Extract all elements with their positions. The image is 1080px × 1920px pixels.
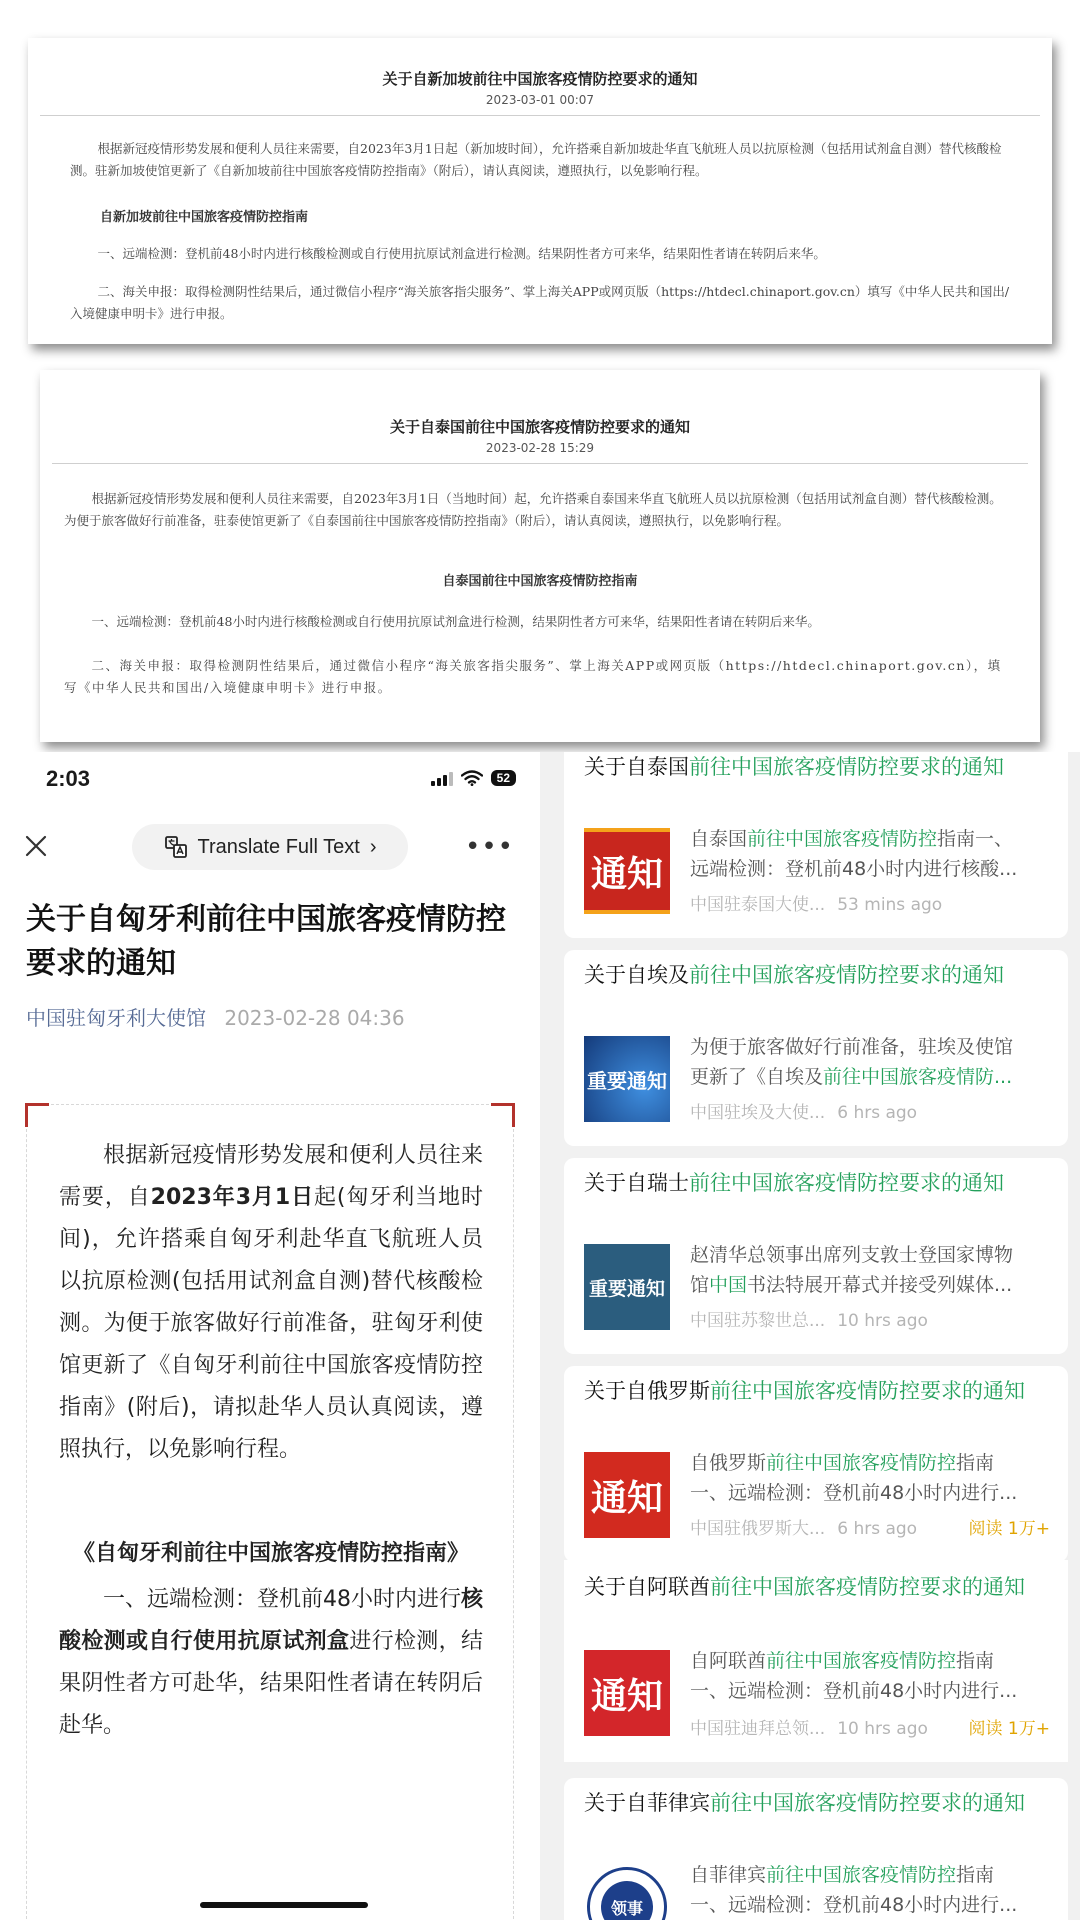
feed-item-egypt[interactable] (564, 950, 1068, 1146)
feed-item-philippines[interactable] (564, 1778, 1068, 1920)
feed-item-meta: 中国驻苏黎世总... 10 hrs ago (690, 1311, 928, 1331)
notice-paragraph: 一、远端检测：登机前48小时内进行核酸检测或自行使用抗原试剂盒进行检测，结果阴性者方可来华，结果阳性者请在转阴后来华。 (91, 614, 820, 629)
feed-item-title: 关于自泰国前往中国旅客疫情防控要求的通知 (584, 755, 1004, 779)
notice-paragraph: 根据新冠疫情形势发展和便利人员往来需要，自2023年3月1日（当地时间）起，允许搭乘自泰国来华直飞航班人员以抗原检测（包括用试剂盒自测）替代核酸检测。为便于旅客做好行前准备，驻泰使馆更新了《自泰国前往中国旅客疫情防控指南》（附后），请认真阅读，遵照执行，以免影响行程。 (64, 491, 1002, 528)
frame-corner (25, 1103, 49, 1127)
notice-heading: 自泰国前往中国旅客疫情防控指南 (442, 574, 638, 589)
feed-item-uae[interactable] (564, 1560, 1068, 1762)
read-count: 阅读 1万+ (968, 1519, 1050, 1539)
status-bar (0, 752, 540, 808)
translate-label: Translate Full Text (197, 835, 360, 858)
notice-paragraph: 二、海关申报：取得检测阴性结果后，通过微信小程序“海关旅客指尖服务”、掌上海关APP或网页版（https://htdecl.chinaport.gov.cn），填写《中华人民共和国出/入境健康申明卡》进行申报。 (64, 658, 1002, 695)
feed-item-meta: 中国驻埃及大使... 6 hrs ago (690, 1103, 918, 1123)
article-date: 2023-02-28 04:36 (224, 1006, 405, 1030)
notice-paragraph: 根据新冠疫情形势发展和便利人员往来需要，自2023年3月1日起（新加坡时间），允许搭乘自新加坡赴华直飞航班人员以抗原检测（包括用试剂盒自测）替代核酸检测。驻新加坡使馆更新了《自新加坡前往中国旅客疫情防控指南》（附后），请认真阅读，遵照执行，以免影响行程。 (70, 141, 1002, 178)
article-screen (0, 752, 540, 1920)
notice-date: 2023-03-01 00:07 (485, 93, 595, 107)
feed-item-meta: 中国驻迪拜总领... 10 hrs ago 阅读 1万+ (690, 1714, 1050, 1739)
related-articles-feed (540, 752, 1080, 1920)
article-paragraph: 根据新冠疫情形势发展和便利人员往来需要，自2023年3月1日起(匈牙利当地时间)，允许搭乘自匈牙利赴华直飞航班人员以抗原检测(包括用试剂盒自测)替代核酸检测。为便于旅客做好行前准备，驻匈牙利使馆更新了《自匈牙利前往中国旅客疫情防控指南》(附后)，请拟赴华人员认真阅读，遵照执行，以免影响行程。 (59, 1143, 483, 1462)
wifi-icon (461, 770, 483, 786)
feed-item-excerpt: 自阿联酋前往中国旅客疫情防控指南 一、远端检测：登机前48小时内进行... (690, 1650, 1018, 1702)
article-meta (26, 1002, 405, 1031)
feed-thumbnail (584, 1864, 670, 1920)
feed-thumbnail: 重要通知 (584, 1036, 670, 1122)
signal-icon (431, 770, 453, 786)
more-options-icon[interactable]: ••• (464, 832, 514, 862)
consular-seal-icon: 领事 (587, 1867, 667, 1920)
feed-item-excerpt: 自俄罗斯前往中国旅客疫情防控指南 一、远端检测：登机前48小时内进行... (690, 1452, 1018, 1504)
article-heading: 《自匈牙利前往中国旅客疫情防控指南》 (72, 1541, 469, 1566)
notice-card-singapore (28, 38, 1052, 344)
feed-thumbnail: 重要通知 (584, 1244, 670, 1330)
notice-title: 关于自泰国前往中国旅客疫情防控要求的通知 (389, 418, 690, 436)
status-time: 2:03 (46, 766, 91, 791)
feed-item-thailand[interactable] (564, 752, 1068, 938)
article-title: 关于自匈牙利前往中国旅客疫情防控要求的通知 (26, 902, 506, 981)
article-paragraph: 一、远端检测：登机前48小时内进行核酸检测或自行使用抗原试剂盒进行检测，结果阴性者方可赴华，结果阳性者请在转阴后赴华。 (59, 1587, 484, 1738)
feed-item-excerpt: 自菲律宾前往中国旅客疫情防控指南 一、远端检测：登机前48小时内进行... (690, 1864, 1018, 1916)
home-indicator (200, 1902, 368, 1908)
notice-paragraph: 一、远端检测：登机前48小时内进行核酸检测或自行使用抗原试剂盒进行检测。结果阴性者方可来华，结果阳性者请在转阴后来华。 (97, 246, 826, 261)
feed-thumbnail: 通知 (584, 828, 670, 914)
feed-item-title: 关于自俄罗斯前往中国旅客疫情防控要求的通知 (584, 1379, 1025, 1403)
close-icon[interactable] (24, 834, 48, 858)
feed-item-excerpt: 自泰国前往中国旅客疫情防控指南一、 远端检测：登机前48小时内进行核酸... (690, 828, 1018, 880)
battery-icon: 52 (491, 770, 516, 786)
feed-item-excerpt: 赵清华总领事出席列支敦士登国家博物 馆中国书法特展开幕式并接受列媒体... (690, 1244, 1014, 1296)
read-count: 阅读 1万+ (968, 1719, 1050, 1739)
notice-title: 关于自新加坡前往中国旅客疫情防控要求的通知 (382, 70, 698, 88)
notice-card-thailand (40, 370, 1040, 742)
translate-full-text-button[interactable] (132, 824, 408, 870)
notice-heading: 自新加坡前往中国旅客疫情防控指南 (100, 210, 309, 225)
frame-corner (491, 1103, 515, 1127)
feed-item-switzerland[interactable] (564, 1158, 1068, 1354)
translate-icon (164, 835, 188, 859)
feed-item-title: 关于自菲律宾前往中国旅客疫情防控要求的通知 (584, 1791, 1025, 1815)
feed-thumbnail: 通知 (584, 1650, 670, 1736)
chevron-right-icon: › (369, 835, 377, 858)
feed-item-meta: 中国驻俄罗斯大... 6 hrs ago 阅读 1万+ (690, 1514, 1050, 1539)
nav-bar (0, 818, 540, 874)
notice-paragraph: 二、海关申报：取得检测阴性结果后，通过微信小程序“海关旅客指尖服务”、掌上海关APP或网页版（https://htdecl.chinaport.gov.cn）填写《中华人民共和国出/入境健康申明卡》进行申报。 (70, 284, 1010, 321)
feed-item-meta: 中国驻泰国大使... 53 mins ago (690, 895, 943, 915)
feed-item-title: 关于自阿联酋前往中国旅客疫情防控要求的通知 (584, 1575, 1025, 1599)
article-body-frame (26, 1104, 514, 1920)
divider (40, 115, 1040, 116)
article-source-link[interactable]: 中国驻匈牙利大使馆 (26, 1006, 206, 1030)
feed-item-title: 关于自瑞士前往中国旅客疫情防控要求的通知 (584, 1171, 1004, 1195)
divider (52, 463, 1028, 464)
feed-item-russia[interactable] (564, 1366, 1068, 1562)
feed-thumbnail: 通知 (584, 1452, 670, 1538)
article-body (59, 1135, 483, 1747)
notice-date: 2023-02-28 15:29 (485, 441, 595, 455)
feed-item-title: 关于自埃及前往中国旅客疫情防控要求的通知 (584, 963, 1004, 987)
feed-item-excerpt: 为便于旅客做好行前准备，驻埃及使馆 更新了《自埃及前往中国旅客疫情防... (690, 1036, 1014, 1088)
